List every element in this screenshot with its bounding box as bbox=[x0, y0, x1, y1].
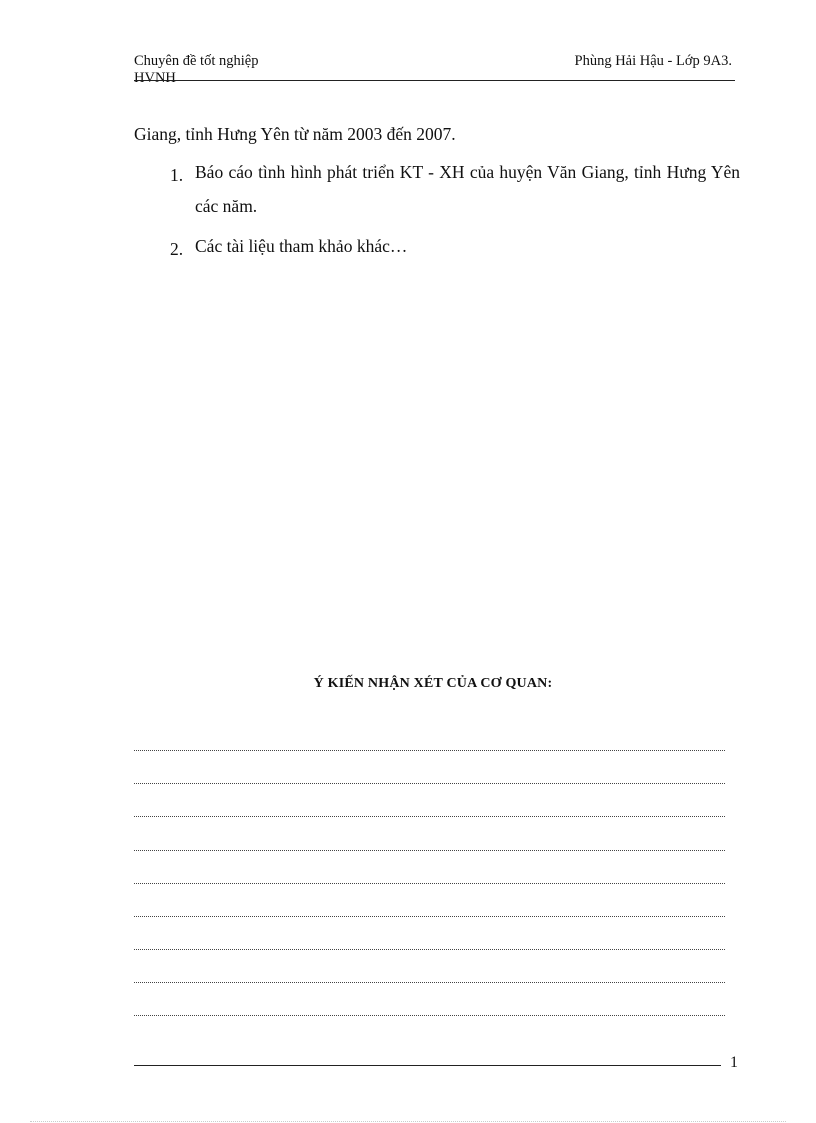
footer-rule bbox=[134, 1065, 721, 1066]
list-item-number: 2. bbox=[170, 239, 184, 259]
list-item-text: Các tài liệu tham khảo khác… bbox=[195, 236, 408, 256]
comment-blank-line bbox=[134, 949, 725, 950]
list-item bbox=[170, 155, 740, 223]
comment-blank-line bbox=[134, 1015, 725, 1016]
comment-blank-line bbox=[134, 750, 725, 751]
header-author-label: Phùng Hải Hậu - Lớp 9A3. bbox=[574, 53, 732, 69]
header-topic-label: Chuyên đề tốt nghiệp bbox=[134, 53, 259, 69]
list-item-number: 1. bbox=[170, 165, 184, 185]
comment-blank-line bbox=[134, 783, 725, 784]
comment-blank-line bbox=[134, 850, 725, 851]
intro-paragraph: Giang, tỉnh Hưng Yên từ năm 2003 đến 2007. bbox=[134, 124, 456, 144]
header-rule bbox=[134, 80, 735, 81]
comment-blank-line bbox=[134, 982, 725, 983]
header-school-label: HVNH bbox=[134, 70, 176, 86]
page-edge-divider bbox=[30, 1121, 786, 1122]
comment-blank-line bbox=[134, 816, 725, 817]
comment-blank-line bbox=[134, 883, 725, 884]
comment-section-title: Ý KIẾN NHẬN XÉT CỦA CƠ QUAN: bbox=[313, 676, 553, 691]
list-item-text: Báo cáo tình hình phát triển KT - XH của huyện Văn Giang, tỉnh Hưng Yên các năm. bbox=[195, 162, 740, 216]
list-item bbox=[170, 229, 740, 263]
comment-blank-line bbox=[134, 916, 725, 917]
header-left bbox=[134, 53, 258, 87]
page-number: 1 bbox=[730, 1054, 738, 1071]
